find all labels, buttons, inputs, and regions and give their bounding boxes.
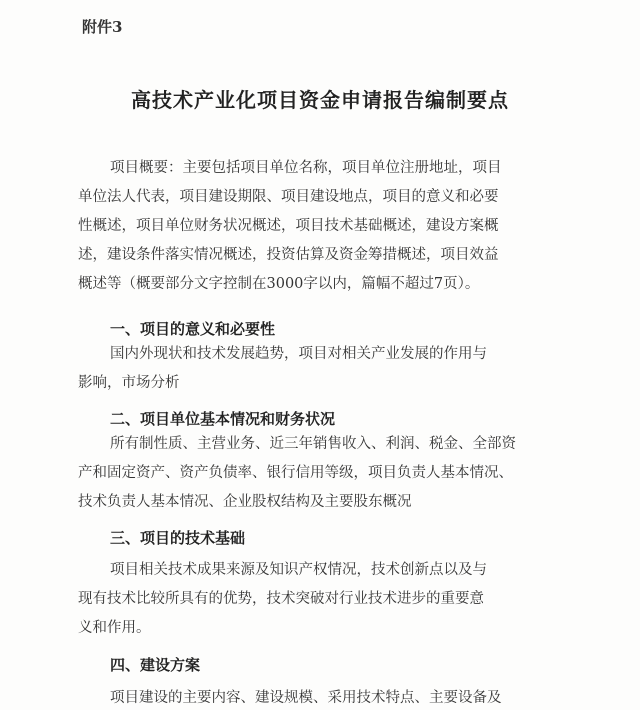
section-paragraph [78, 684, 578, 710]
section-paragraph [78, 430, 578, 517]
section-line: 项目建设的主要内容、建设规模、采用技术特点、主要设备及 [110, 690, 502, 706]
section-paragraph [78, 340, 578, 398]
section-line: 现有技术比较所具有的优势，技术突破对行业技术进步的重要意 [78, 591, 484, 607]
section-line: 产和固定资产、资产负债率、银行信用等级，项目负责人基本情况、 [78, 465, 513, 481]
section-paragraph [78, 556, 578, 643]
overview-line: 述，建设条件落实情况概述，投资估算及资金筹措概述，项目效益 [78, 247, 499, 263]
section-line: 技术负责人基本情况、企业股权结构及主要股东概况 [78, 494, 412, 510]
document-title: 高技术产业化项目资金申请报告编制要点 [131, 88, 509, 112]
attachment-label: 附件3 [82, 18, 123, 36]
section-heading: 四、建设方案 [110, 656, 201, 674]
overview-line: 性概述，项目单位财务状况概述，项目技术基础概述，建设方案概 [78, 218, 499, 234]
overview-paragraph [78, 154, 578, 299]
overview-line: 项目概要：主要包括项目单位名称，项目单位注册地址，项目 [110, 160, 502, 176]
section-line: 项目相关技术成果来源及知识产权情况，技术创新点以及与 [110, 562, 487, 578]
section-line: 影响，市场分析 [78, 375, 180, 391]
overview-line: 概述等（概要部分文字控制在3000字以内，篇幅不超过7页）。 [78, 276, 480, 292]
section-heading: 一、项目的意义和必要性 [110, 320, 276, 338]
section-line: 所有制性质、主营业务、近三年销售收入、利润、税金、全部资 [110, 436, 516, 452]
section-heading: 三、项目的技术基础 [110, 529, 246, 547]
section-line: 国内外现状和技术发展趋势，项目对相关产业发展的作用与 [110, 346, 487, 362]
section-line: 义和作用。 [78, 620, 151, 636]
section-heading: 二、项目单位基本情况和财务状况 [110, 410, 336, 428]
overview-line: 单位法人代表，项目建设期限、项目建设地点，项目的意义和必要 [78, 189, 499, 205]
